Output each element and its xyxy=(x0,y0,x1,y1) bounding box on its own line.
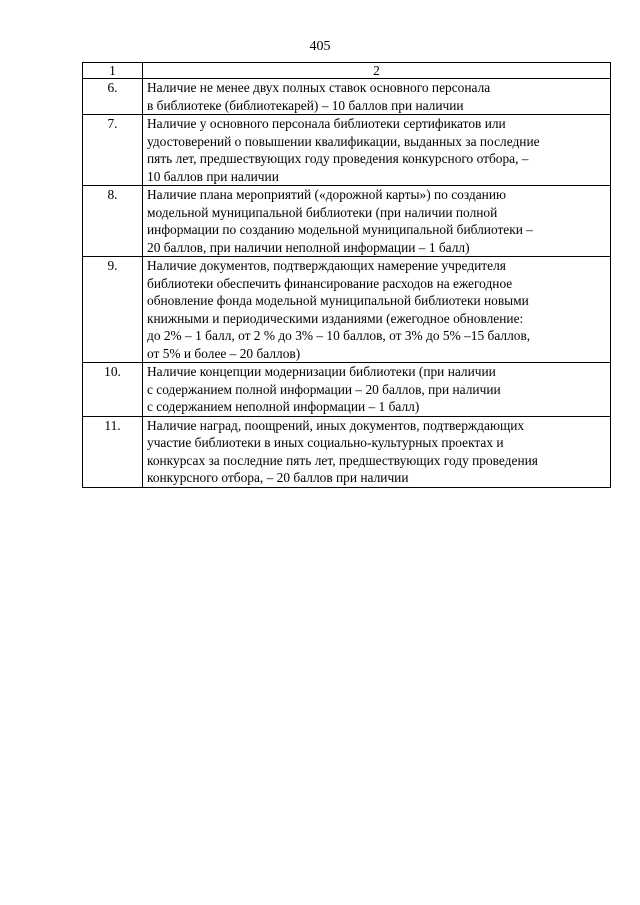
table-row xyxy=(83,416,611,487)
row-number: 10. xyxy=(83,363,143,417)
criterion-line: 20 баллов, при наличии неполной информации – 1 балл) xyxy=(147,239,470,255)
table-header-row xyxy=(83,63,611,79)
criterion-line: Наличие плана мероприятий («дорожной карты») по созданию xyxy=(147,187,506,202)
criterion-line: Наличие у основного персонала библиотеки сертификатов или xyxy=(147,116,506,131)
criterion-line: с содержанием полной информации – 20 баллов, при наличии xyxy=(147,381,501,397)
criterion-line: от 5% и более – 20 баллов) xyxy=(147,345,301,361)
criterion-line: модельной муниципальной библиотеки (при наличии полной xyxy=(147,204,498,220)
row-number: 6. xyxy=(83,79,143,115)
criterion-text xyxy=(143,416,611,487)
criterion-line: Наличие наград, поощрений, иных документов, подтверждающих xyxy=(147,417,525,433)
criterion-line: до 2% – 1 балл, от 2 % до 3% – 10 баллов, от 3% до 5% –15 баллов, xyxy=(147,328,531,343)
criterion-text xyxy=(143,363,611,417)
criterion-line: информации по созданию модельной муниципальной библиотеки – xyxy=(147,222,533,237)
criterion-text xyxy=(143,186,611,257)
criterion-line: в библиотеке (библиотекарей) – 10 баллов при наличии xyxy=(147,97,464,113)
criterion-text xyxy=(143,79,611,115)
criterion-line: с содержанием неполной информации – 1 балл) xyxy=(147,399,420,414)
criteria-table xyxy=(82,62,611,488)
criterion-line: 10 баллов при наличии xyxy=(147,168,279,184)
table-row xyxy=(83,363,611,417)
table-row xyxy=(83,79,611,115)
row-number: 7. xyxy=(83,115,143,186)
criterion-text xyxy=(143,115,611,186)
column-header-criterion: 2 xyxy=(143,63,611,79)
row-number: 8. xyxy=(83,186,143,257)
criterion-line: книжными и периодическими изданиями (ежегодное обновление: xyxy=(147,310,524,326)
row-number: 9. xyxy=(83,257,143,363)
criterion-text xyxy=(143,257,611,363)
criterion-line: удостоверений о повышении квалификации, выданных за последние xyxy=(147,133,540,149)
column-header-number: 1 xyxy=(83,63,143,79)
criterion-line: конкурсах за последние пять лет, предшествующих году проведения xyxy=(147,452,538,468)
criterion-line: Наличие документов, подтверждающих намерение учредителя xyxy=(147,258,506,273)
criterion-line: Наличие концепции модернизации библиотеки (при наличии xyxy=(147,364,496,379)
criterion-line: пять лет, предшествующих году проведения конкурсного отбора, – xyxy=(147,151,529,166)
table-row xyxy=(83,186,611,257)
page-number: 405 xyxy=(309,39,331,54)
table-row xyxy=(83,257,611,363)
criterion-line: библиотеки обеспечить финансирование расходов на ежегодное xyxy=(147,275,513,291)
row-number: 11. xyxy=(83,416,143,487)
criterion-line: Наличие не менее двух полных ставок основного персонала xyxy=(147,80,491,95)
table-row xyxy=(83,115,611,186)
criterion-line: обновление фонда модельной муниципальной библиотеки новыми xyxy=(147,293,529,308)
criterion-line: участие библиотеки в иных социально-культурных проектах и xyxy=(147,435,504,450)
criterion-line: конкурсного отбора, – 20 баллов при наличии xyxy=(147,470,409,485)
